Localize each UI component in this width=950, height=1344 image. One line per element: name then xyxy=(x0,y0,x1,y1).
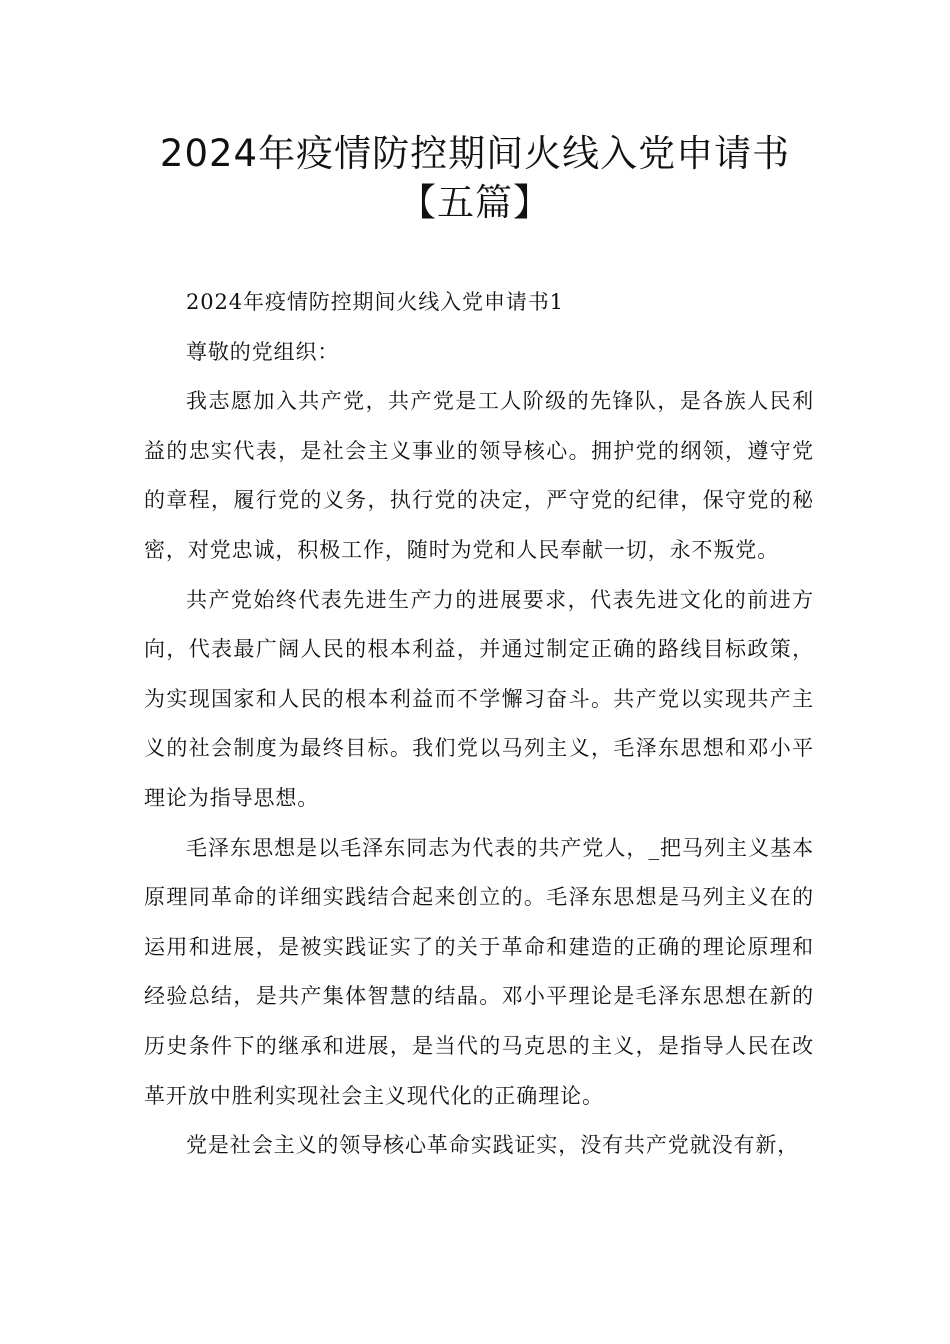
document-title: 2024年疫情防控期间火线入党申请书 xyxy=(159,132,791,175)
body-paragraph: 毛泽东思想是以毛泽东同志为代表的共产党人，_把马列主义基本原理同革命的详细实践结合起来创立的。毛泽东思想是马列主义在的运用和进展，是被实践证实了的关于革命和建造的正确的理论原理和经验总结，是共产集体智慧的结晶。邓小平理论是毛泽东思想在新的历史条件下的继承和进展，是当代的马克思的主义，是指导人民在改革开放中胜利实现社会主义现代化的正确理论。 xyxy=(144,835,814,1108)
document-body xyxy=(144,278,814,1171)
document-title-subtitle: 【五篇】 xyxy=(399,181,551,224)
body-paragraph: 党是社会主义的领导核心革命实践证实，没有共产党就没有新， xyxy=(186,1133,800,1158)
salutation: 尊敬的党组织： xyxy=(186,339,340,364)
body-paragraph: 共产党始终代表先进生产力的进展要求，代表先进文化的前进方向，代表最广阔人民的根本利益，并通过制定正确的路线目标政策，为实现国家和人民的根本利益而不学懈习奋斗。共产党以实现共产主义的社会制度为最终目标。我们党以马列主义，毛泽东思想和邓小平理论为指导思想。 xyxy=(144,587,814,810)
body-paragraph: 我志愿加入共产党，共产党是工人阶级的先锋队，是各族人民利益的忠实代表，是社会主义事业的领导核心。拥护党的纲领，遵守党的章程，履行党的义务，执行党的决定，严守党的纪律，保守党的秘密，对党忠诚，积极工作，随时为党和人民奉献一切，永不叛党。 xyxy=(144,389,814,562)
section-heading: 2024年疫情防控期间火线入党申请书1 xyxy=(186,290,564,314)
